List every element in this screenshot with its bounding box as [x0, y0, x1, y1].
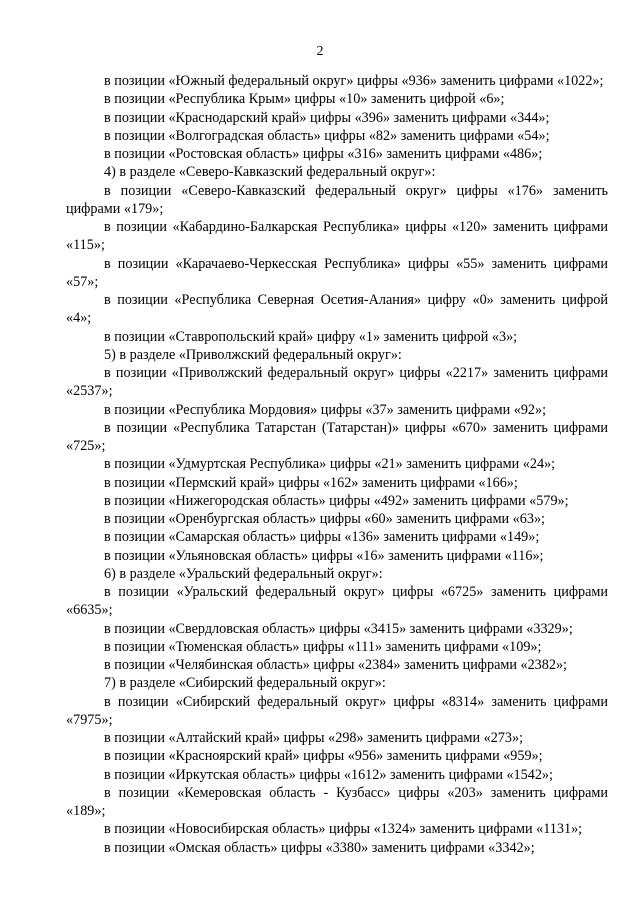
paragraph: в позиции «Приволжский федеральный округ» цифры «2217» заменить цифрами «2537»; — [66, 365, 608, 400]
paragraph: в позиции «Ульяновская область» цифры «16» заменить цифрами «116»; — [104, 547, 544, 564]
paragraph: в позиции «Омская область» цифры «3380» заменить цифрами «3342»; — [104, 839, 535, 856]
paragraph: в позиции «Республика Мордовия» цифры «37» заменить цифрами «92»; — [104, 401, 547, 418]
paragraph: в позиции «Свердловская область» цифры «3415» заменить цифрами «3329»; — [104, 620, 573, 637]
paragraph: в позиции «Республика Северная Осетия-Алания» цифру «0» заменить цифрой «4»; — [66, 292, 608, 327]
paragraph: в позиции «Нижегородская область» цифры «492» заменить цифрами «579»; — [104, 492, 569, 509]
paragraph: в позиции «Красноярский край» цифры «956» заменить цифрами «959»; — [104, 748, 543, 765]
paragraph: в позиции «Алтайский край» цифры «298» заменить цифрами «273»; — [104, 730, 524, 746]
paragraph: в позиции «Уральский федеральный округ» цифры «6725» заменить цифрами «6635»; — [66, 584, 608, 619]
paragraph: в позиции «Сибирский федеральный округ» цифры «8314» заменить цифрами «7975»; — [66, 693, 608, 728]
section-heading: 5) в разделе «Приволжский федеральный округ»: — [104, 346, 402, 363]
section-heading: 6) в разделе «Уральский федеральный округ»: — [104, 565, 383, 582]
paragraph: в позиции «Оренбургская область» цифры «60» заменить цифрами «63»; — [104, 511, 546, 527]
paragraph: в позиции «Карачаево-Черкесская Республика» цифры «55» заменить цифрами «57»; — [66, 255, 608, 290]
section-heading: 7) в разделе «Сибирский федеральный округ»: — [104, 675, 386, 692]
paragraph: в позиции «Челябинская область» цифры «2384» заменить цифрами «2382»; — [104, 657, 567, 673]
paragraph: в позиции «Иркутская область» цифры «1612» заменить цифрами «1542»; — [104, 766, 553, 783]
document-body — [66, 72, 608, 857]
paragraph: в позиции «Северо-Кавказский федеральный округ» цифры «176» заменить цифрами «179»; — [66, 182, 608, 217]
paragraph: в позиции «Южный федеральный округ» цифры «936» заменить цифрами «1022»; — [104, 73, 604, 89]
paragraph: в позиции «Кемеровская область - Кузбасс» цифры «203» заменить цифрами «189»; — [66, 784, 608, 819]
paragraph: в позиции «Кабардино-Балкарская Республика» цифры «120» заменить цифрами «115»; — [66, 219, 608, 254]
paragraph: в позиции «Краснодарский край» цифры «396» заменить цифрами «344»; — [104, 109, 550, 126]
paragraph: в позиции «Тюменская область» цифры «111» заменить цифрами «109»; — [104, 638, 542, 655]
paragraph: в позиции «Республика Крым» цифры «10» заменить цифрой «6»; — [104, 91, 505, 108]
paragraph: в позиции «Ростовская область» цифры «316» заменить цифрами «486»; — [104, 146, 543, 162]
paragraph: в позиции «Пермский край» цифры «162» заменить цифрами «166»; — [104, 474, 518, 491]
section-heading: 4) в разделе «Северо-Кавказский федеральный округ»: — [104, 164, 436, 181]
paragraph: в позиции «Республика Татарстан (Татарстан)» цифры «670» заменить цифрами «725»; — [66, 419, 608, 454]
paragraph: в позиции «Самарская область» цифры «136» заменить цифрами «149»; — [104, 529, 540, 546]
page-number: 2 — [316, 44, 324, 59]
paragraph: в позиции «Новосибирская область» цифры «1324» заменить цифрами «1131»; — [104, 821, 583, 838]
paragraph: в позиции «Волгоградская область» цифры «82» заменить цифрами «54»; — [104, 127, 550, 144]
paragraph: в позиции «Удмуртская Республика» цифры «21» заменить цифрами «24»; — [104, 456, 556, 473]
paragraph: в позиции «Ставропольский край» цифру «1» заменить цифрой «3»; — [104, 328, 518, 345]
